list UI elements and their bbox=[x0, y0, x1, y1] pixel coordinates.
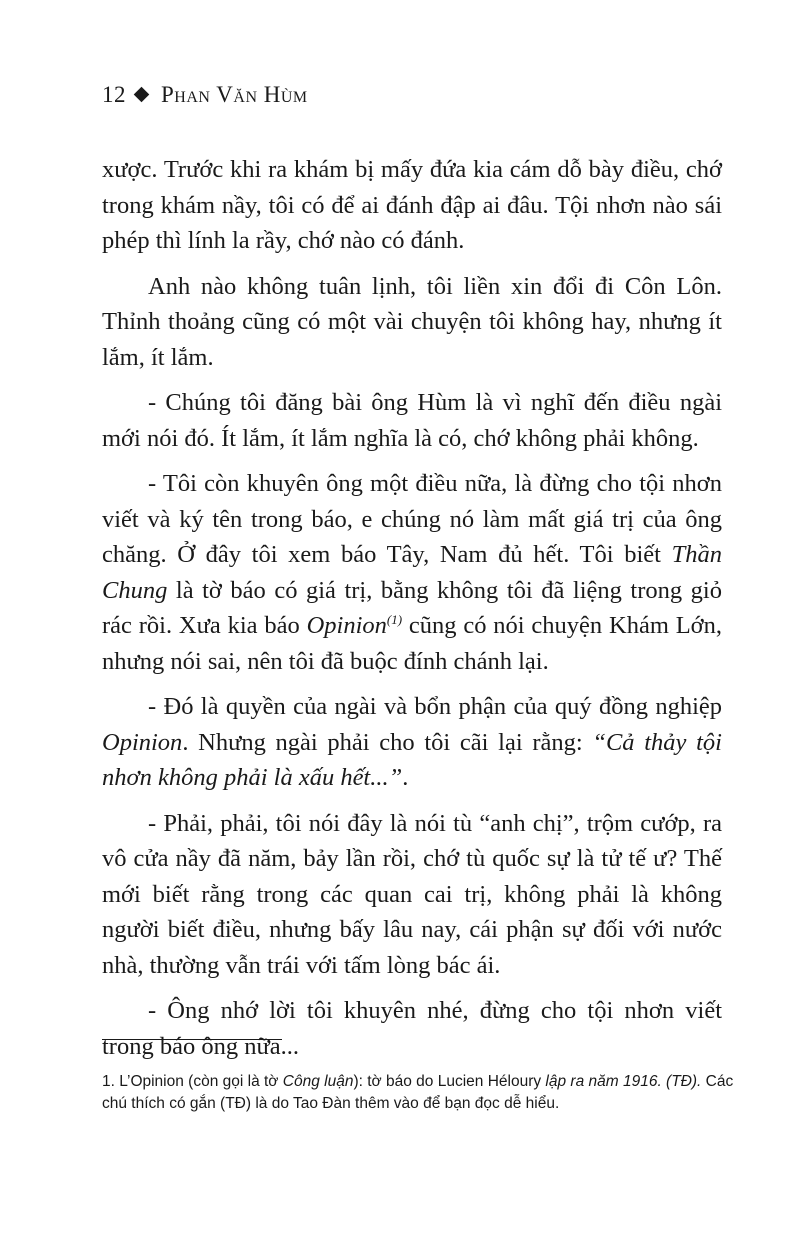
paragraph-4-text-c: là tờ báo có giá trị, bằng không tôi đã liệng trong giỏ rác rồi. Xưa kia báo bbox=[102, 576, 722, 639]
author-name: Phan Văn Hùm bbox=[161, 82, 308, 107]
paragraph-4 bbox=[102, 466, 722, 679]
paragraph-4-text-a: - Tôi còn khuyên ông một điều nữa, là đừng cho tội nhơn viết và ký tên trong báo, e chúng nó làm mất giá trị của ông chăng. Ở đây tôi xem báo Tây, Nam đủ hết. Tôi biết bbox=[102, 470, 722, 568]
footnote bbox=[102, 1071, 742, 1115]
newspaper-title-than-chung: Thần Chung bbox=[102, 541, 722, 604]
newspaper-title-opinion: Opinion bbox=[306, 612, 387, 639]
paragraph-5-text-c: . Nhưng ngài phải cho tôi cãi lại rằng: bbox=[182, 728, 593, 756]
paragraph-5-text-e: . bbox=[402, 764, 409, 791]
footnote-text-e: Các chú thích có gắn (TĐ) là do Tao Đàn thêm vào để bạn đọc dễ hiểu. bbox=[102, 1073, 734, 1112]
italic-quote: “Cả thảy tội nhơn không phải là xấu hết...” bbox=[102, 728, 722, 791]
footnote-text-a: 1. L’Opinion (còn gọi là tờ bbox=[102, 1073, 283, 1090]
footnote-text-c: ): tờ báo do Lucien Héloury bbox=[353, 1073, 546, 1090]
running-header bbox=[102, 82, 308, 108]
footnote-italic-founded: lập ra năm 1916. (TĐ). bbox=[545, 1073, 702, 1090]
diamond-ornament-icon bbox=[134, 86, 150, 102]
footnote-divider bbox=[102, 1039, 282, 1040]
newspaper-title-opinion-2: Opinion bbox=[102, 728, 183, 756]
paragraph-5 bbox=[102, 689, 722, 796]
paragraph-3: - Chúng tôi đăng bài ông Hùm là vì nghĩ đến điều ngài mới nói đó. Ít lắm, ít lắm nghĩa là có, chớ không phải không. bbox=[102, 389, 722, 452]
paragraph-2: Anh nào không tuân lịnh, tôi liền xin đổi đi Côn Lôn. Thỉnh thoảng cũng có một vài chuyện tôi không hay, nhưng ít lắm, ít lắm. bbox=[102, 272, 722, 371]
footnote-italic-cong-luan: Công luận bbox=[282, 1073, 354, 1090]
paragraph-1: xược. Trước khi ra khám bị mấy đứa kia cám dỗ bày điều, chớ trong khám nầy, tôi có để ai đánh đập ai đâu. Tội nhơn nào sái phép thì lính la rầy, chớ nào có đánh. bbox=[102, 156, 722, 254]
page-number: 12 bbox=[102, 82, 126, 107]
paragraph-7: - Ông nhớ lời tôi khuyên nhé, đừng cho tội nhơn viết trong báo ông nữa... bbox=[102, 997, 722, 1060]
body-text bbox=[102, 152, 722, 1074]
paragraph-5-text-a: - Đó là quyền của ngài và bổn phận của quý đồng nghiệp bbox=[148, 693, 722, 720]
paragraph-4-text-e: cũng có nói chuyện Khám Lớn, nhưng nói sai, nên tôi đã buộc đính chánh lại. bbox=[102, 612, 722, 675]
paragraph-6: - Phải, phải, tôi nói đây là nói tù “anh chị”, trộm cướp, ra vô cửa nầy đã năm, bảy lần rồi, chớ tù quốc sự là tử tế ư? Thế mới biết rằng trong các quan cai trị, không phải là không người biết điều, nhưng bấy lâu nay, cái phận sự đối với nước nhà, thường vẫn trái với tấm lòng bác ái. bbox=[102, 809, 722, 979]
footnote-reference: (1) bbox=[386, 611, 403, 627]
